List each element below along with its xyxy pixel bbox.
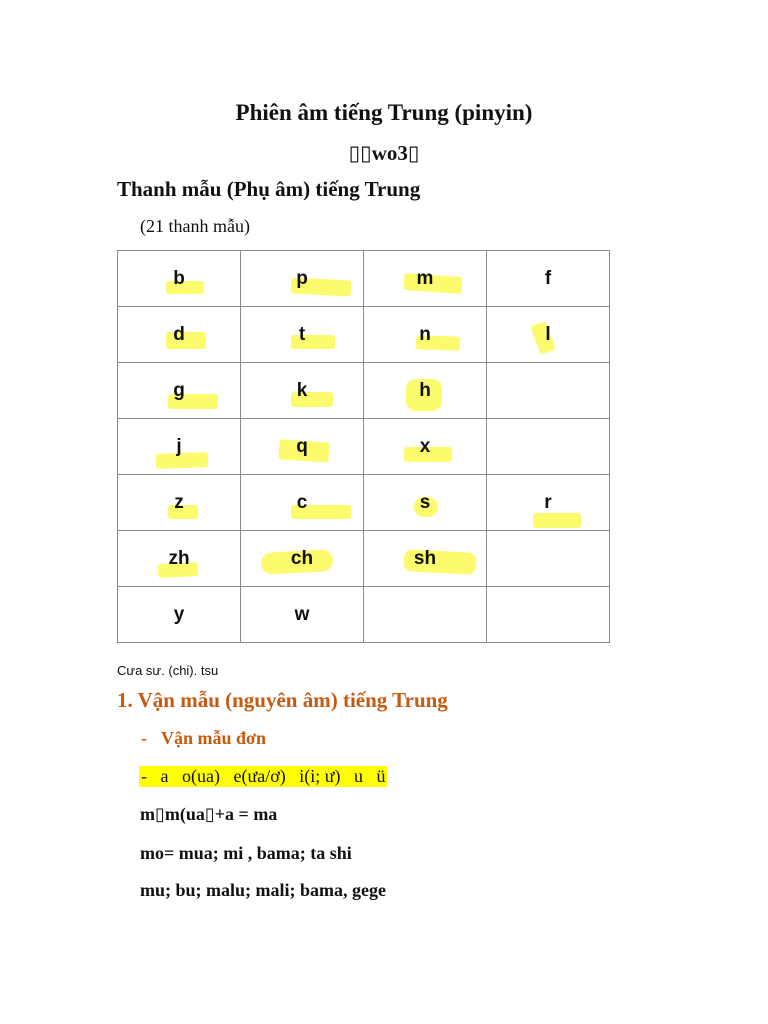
cell-text: d xyxy=(173,323,185,345)
table-row xyxy=(118,307,610,363)
cell-text: r xyxy=(544,491,552,513)
table-cell xyxy=(364,587,487,643)
table-cell xyxy=(241,307,364,363)
cell-text: zh xyxy=(168,547,190,569)
table-cell xyxy=(364,251,487,307)
table-cell xyxy=(364,363,487,419)
table-cell xyxy=(241,475,364,531)
cell-text: sh xyxy=(413,547,437,569)
cell-text: z xyxy=(174,491,184,513)
table-cell xyxy=(118,251,241,307)
table-row xyxy=(118,587,610,643)
example-line: m▯m(ua▯+a = ma xyxy=(140,804,278,824)
table-cell xyxy=(118,307,241,363)
cell-text: q xyxy=(296,435,308,457)
table-row xyxy=(118,531,610,587)
cell-text: f xyxy=(544,267,552,289)
table-cell xyxy=(118,587,241,643)
cell-text: n xyxy=(419,323,431,345)
cell-text: h xyxy=(419,379,431,401)
highlight-mark xyxy=(530,321,555,355)
table-cell xyxy=(487,475,610,531)
cell-text: t xyxy=(298,323,306,345)
table-cell xyxy=(487,531,610,587)
table-cell xyxy=(118,531,241,587)
highlight-mark xyxy=(166,281,204,294)
table-cell xyxy=(241,587,364,643)
table-row xyxy=(118,363,610,419)
example-line: mo= mua; mi , bama; ta shi xyxy=(140,843,352,863)
cell-text: x xyxy=(419,435,431,457)
highlight-mark xyxy=(166,332,206,349)
table-cell xyxy=(487,419,610,475)
cell-text: b xyxy=(173,267,185,289)
document-title: Phiên âm tiếng Trung (pinyin) xyxy=(235,100,533,125)
simple-finals-bullet xyxy=(141,728,266,749)
cell-text: ch xyxy=(290,547,314,569)
cell-text: p xyxy=(296,267,308,289)
initials-count-note: (21 thanh mẫu) xyxy=(140,216,250,236)
simple-finals-list: - a o(ua) e(ưa/ơ) i(i; ư) u ü xyxy=(141,766,386,786)
bullet-label: Vận mẫu đơn xyxy=(161,728,267,748)
table-cell xyxy=(487,251,610,307)
table-cell xyxy=(241,419,364,475)
highlight-mark xyxy=(403,273,462,294)
table-cell xyxy=(364,531,487,587)
table-cell xyxy=(118,475,241,531)
cell-text: k xyxy=(296,379,308,401)
cell-text: g xyxy=(173,379,185,401)
table-cell xyxy=(241,251,364,307)
finals-section-title: 1. Vận mẫu (nguyên âm) tiếng Trung xyxy=(117,688,448,712)
cell-text: c xyxy=(296,491,308,513)
table-cell xyxy=(118,419,241,475)
initials-table xyxy=(117,250,610,643)
bullet-dash: - xyxy=(141,728,147,748)
table-cell xyxy=(364,419,487,475)
cell-text: y xyxy=(173,603,185,625)
example-line: mu; bu; malu; mali; bama, gege xyxy=(140,880,386,900)
pronunciation-note: Cưa sư. (chi). tsu xyxy=(117,663,219,678)
table-cell xyxy=(487,363,610,419)
highlight-mark xyxy=(156,452,208,469)
table-cell xyxy=(241,531,364,587)
table-cell xyxy=(364,307,487,363)
table-cell xyxy=(241,363,364,419)
table-cell xyxy=(487,587,610,643)
initials-heading: Thanh mẫu (Phụ âm) tiếng Trung xyxy=(117,177,421,201)
table-cell xyxy=(118,363,241,419)
highlight-mark xyxy=(291,335,335,349)
cell-text: w xyxy=(294,603,310,625)
table-cell xyxy=(487,307,610,363)
table-cell xyxy=(364,475,487,531)
table-row xyxy=(118,419,610,475)
table-row xyxy=(118,251,610,307)
highlight-mark xyxy=(533,513,581,528)
document-subtitle: ▯▯wo3▯ xyxy=(348,141,420,165)
cell-text: s xyxy=(419,491,431,513)
table-row xyxy=(118,475,610,531)
cell-text: l xyxy=(545,323,551,345)
cell-text: m xyxy=(416,267,434,289)
cell-text: j xyxy=(176,435,182,457)
